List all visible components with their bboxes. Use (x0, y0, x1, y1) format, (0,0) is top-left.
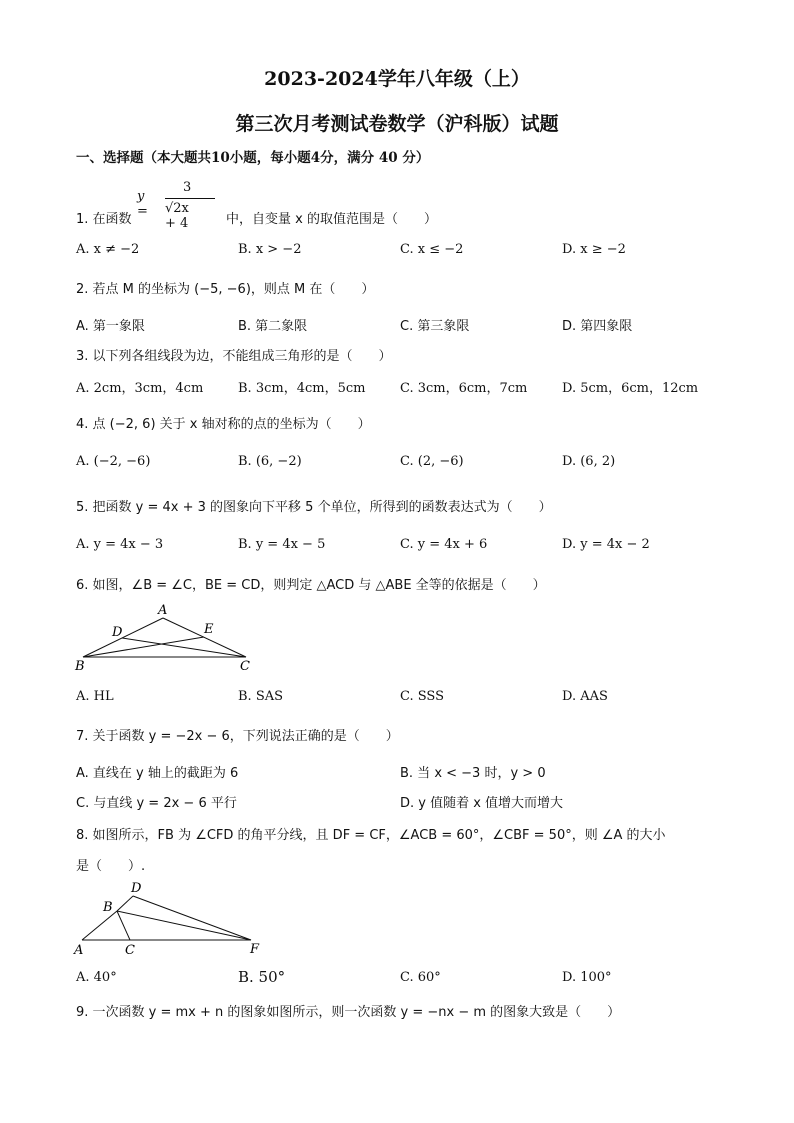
q8-stem-line2: 是（ ）. (76, 859, 146, 874)
q8-label-a: A (74, 943, 84, 958)
q1-fraction-bar (165, 198, 215, 199)
q1-option-c[interactable]: C. x ≤ −2 (400, 242, 464, 257)
q1-stem-post: 中，自变量 x 的取值范围是（ ） (226, 212, 437, 227)
q5-option-a[interactable]: A. y = 4x − 3 (76, 537, 164, 552)
q8-option-a[interactable]: A. 40° (76, 970, 117, 985)
q9-stem: 9. 一次函数 y = mx + n 的图象如图所示，则一次函数 y = −nx − m 的图象大致是（ ） (76, 1005, 621, 1020)
q6-option-a[interactable]: A. HL (76, 689, 114, 704)
q7-option-d[interactable]: D. y 值随着 x 值增大而增大 (400, 796, 564, 811)
q5-stem: 5. 把函数 y = 4x + 3 的图象向下平移 5 个单位，所得到的函数表达式为（ ） (76, 500, 552, 515)
q4-option-c[interactable]: C. (2, −6) (400, 454, 464, 469)
q8-stem-line1: 8. 如图所示，FB 为 ∠CFD 的角平分线，且 DF = CF，∠ACB = 60°，∠CBF = 50°，则 ∠A 的大小 (76, 828, 666, 843)
q3-option-c[interactable]: C. 3cm，6cm，7cm (400, 381, 528, 396)
page-title-line2: 第三次月考测试卷数学（沪科版）试题 (235, 113, 559, 135)
q7-option-a[interactable]: A. 直线在 y 轴上的截距为 6 (76, 766, 239, 781)
q5-option-c[interactable]: C. y = 4x + 6 (400, 537, 488, 552)
q1-formula-denominator: √2x + 4 (165, 201, 189, 231)
section-heading: 一、选择题（本大题共10小题，每小题4分，满分 40 分） (76, 150, 430, 166)
q1-option-a[interactable]: A. x ≠ −2 (76, 242, 140, 257)
q8-option-b[interactable]: B. 50° (238, 968, 286, 986)
q6-option-b[interactable]: B. SAS (238, 689, 284, 704)
q2-option-c[interactable]: C. 第三象限 (400, 319, 470, 334)
q8-label-f: F (250, 942, 260, 957)
q6-option-c[interactable]: C. SSS (400, 689, 445, 704)
q2-option-b[interactable]: B. 第二象限 (238, 319, 308, 334)
q7-option-c[interactable]: C. 与直线 y = 2x − 6 平行 (76, 796, 237, 811)
q8-option-c[interactable]: C. 60° (400, 970, 441, 985)
q4-stem: 4. 点 (−2, 6) 关于 x 轴对称的点的坐标为（ ） (76, 417, 371, 432)
q6-stem: 6. 如图，∠B = ∠C，BE = CD，则判定 △ACD 与 △ABE 全等的依据是（ ） (76, 578, 546, 593)
q8-option-d[interactable]: D. 100° (562, 970, 612, 985)
q1-option-d[interactable]: D. x ≥ −2 (562, 242, 626, 257)
page-title-line1: 2023-2024学年八年级（上） (264, 68, 530, 90)
q6-label-d: D (112, 625, 123, 640)
q4-option-a[interactable]: A. (−2, −6) (76, 454, 151, 469)
q8-label-d: D (131, 881, 142, 896)
q6-triangle-figure (70, 600, 270, 676)
q3-option-b[interactable]: B. 3cm，4cm，5cm (238, 381, 366, 396)
q6-label-a: A (158, 603, 168, 618)
q7-option-b[interactable]: B. 当 x < −3 时，y > 0 (400, 766, 546, 781)
q8-triangle-figure (70, 876, 270, 962)
q1-stem-pre: 1. 在函数 (76, 212, 132, 227)
q6-label-c: C (240, 659, 250, 674)
q1-option-b[interactable]: B. x > −2 (238, 242, 302, 257)
q1-formula-lhs: y = (137, 189, 148, 219)
q8-label-c: C (125, 943, 135, 958)
q6-label-e: E (204, 622, 214, 637)
q3-option-a[interactable]: A. 2cm，3cm，4cm (76, 381, 204, 396)
q3-option-d[interactable]: D. 5cm，6cm，12cm (562, 381, 699, 396)
q5-option-b[interactable]: B. y = 4x − 5 (238, 537, 326, 552)
q6-option-d[interactable]: D. AAS (562, 689, 608, 704)
q2-option-a[interactable]: A. 第一象限 (76, 319, 145, 334)
q8-label-b: B (103, 900, 113, 915)
q2-option-d[interactable]: D. 第四象限 (562, 319, 633, 334)
q2-stem: 2. 若点 M 的坐标为 (−5, −6)，则点 M 在（ ） (76, 282, 375, 297)
q3-stem: 3. 以下列各组线段为边，不能组成三角形的是（ ） (76, 349, 392, 364)
q1-formula-numerator: 3 (183, 180, 192, 195)
q4-option-b[interactable]: B. (6, −2) (238, 454, 302, 469)
q7-stem: 7. 关于函数 y = −2x − 6，下列说法正确的是（ ） (76, 729, 399, 744)
q4-option-d[interactable]: D. (6, 2) (562, 454, 616, 469)
q5-option-d[interactable]: D. y = 4x − 2 (562, 537, 650, 552)
q6-label-b: B (75, 659, 85, 674)
